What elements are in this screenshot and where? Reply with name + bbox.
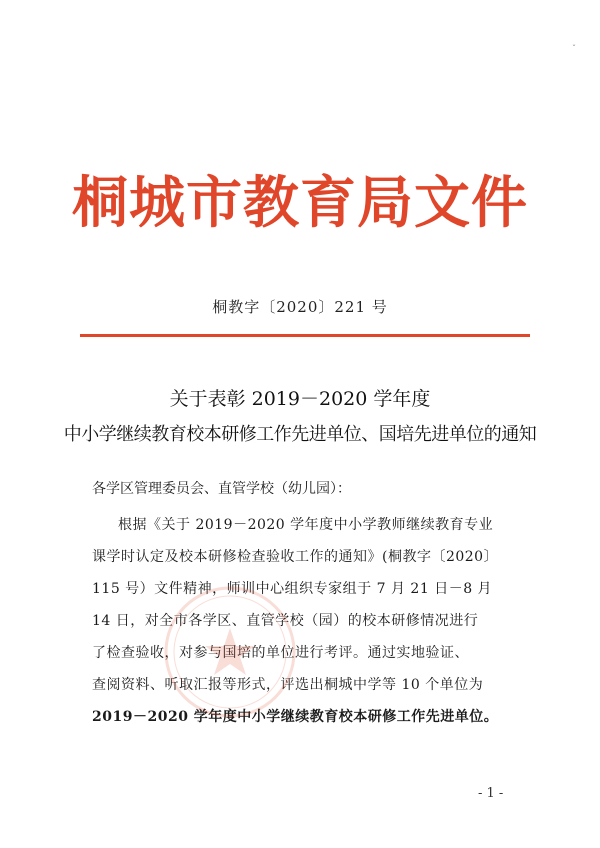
- notice-title-line-1: 关于表彰 2019－2020 学年度: [169, 388, 431, 410]
- scan-mark: ˇ: [572, 44, 576, 53]
- paragraph-line: 课学时认定及校本研修检查验收工作的通知》(桐教字〔2020〕: [92, 549, 499, 565]
- faint-seal-stamp: [160, 582, 300, 722]
- document-number: 桐教字〔2020〕221 号: [212, 298, 388, 316]
- salutation: 各学区管理委员会、直管学校（幼儿园）：: [92, 481, 351, 497]
- notice-title-line-2: 中小学继续教育校本研修工作先进单位、国培先进单位的通知: [63, 424, 537, 445]
- paragraph-line: 115 号）文件精神，师训中心组织专家组于 7 月 21 日－8 月: [92, 581, 493, 597]
- page-number: - 1 -: [478, 786, 504, 801]
- paragraph-bold-line: 2019－2020 学年度中小学继续教育校本研修工作先进单位。: [92, 709, 499, 725]
- paragraph-line: 14 日，对全市各学区、直管学校（园）的校本研修情况进行: [92, 613, 479, 629]
- red-divider-line: [80, 334, 530, 337]
- document-header-title: 桐城市教育局文件: [72, 171, 528, 236]
- paragraph-line: 了检查验收，对参与国培的单位进行考评。通过实地验证、: [92, 645, 469, 661]
- paragraph-line: 根据《关于 2019－2020 学年度中小学教师继续教育专业: [118, 517, 494, 533]
- paragraph-line: 查阅资料、听取汇报等形式，评选出桐城中学等 10 个单位为: [92, 677, 484, 693]
